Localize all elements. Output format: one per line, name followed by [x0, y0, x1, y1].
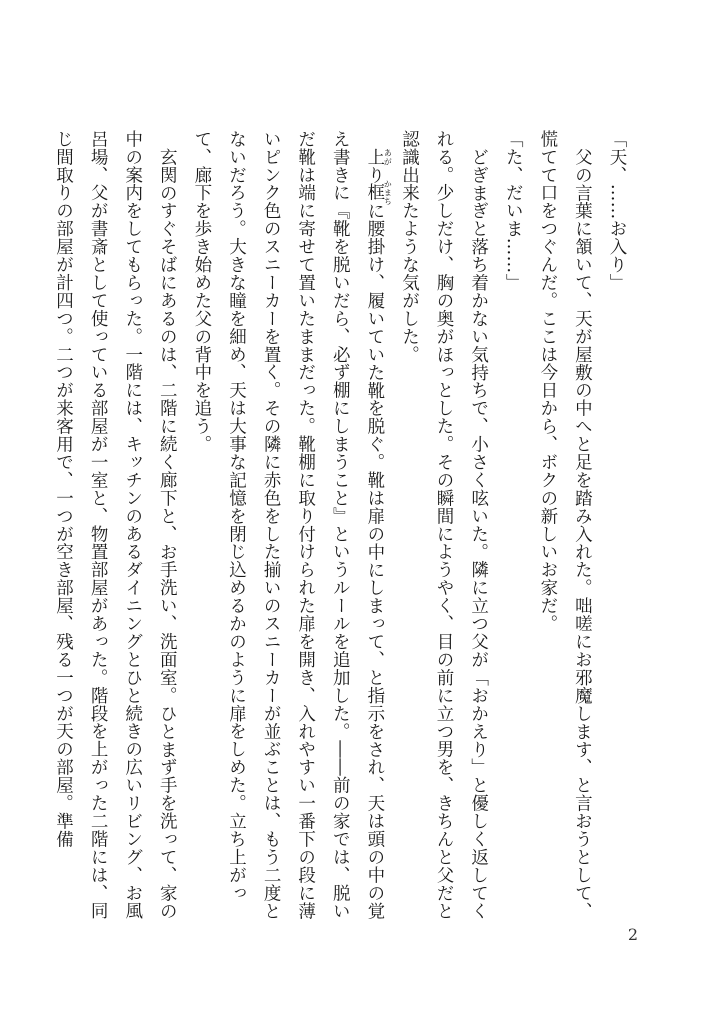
paragraph-1: 「天、……お入り」: [607, 130, 627, 292]
paragraph-5: [184, 130, 392, 930]
ruby-agari: [364, 147, 393, 166]
ruby-kamachi: [364, 179, 393, 206]
paragraph-4: どぎまぎと落ち着かない気持ちで、小さく呟いた。隣に立つ父が「おかえり」と優しく返してくれる。少しだけ、胸の奥がほっとした。その瞬間にようやく、目の前に立つ男を、きちんと父だと認識出来たような気がした。: [399, 130, 489, 920]
paragraph-5-rest: に腰掛け、履いていた靴を脱ぐ。靴は扉の中にしまって、と指示をされ、天は頭の中の覚え書きに『靴を脱いだら、必ず棚にしまうこと』というルールを追加した。――前の家では、脱いだ靴は端に寄せて置いたままだった。靴棚に取り付けられた扉を開き、入れやすい一番下の段に薄いピンク色のスニーカーを置く。その隣に赤色をした揃いのスニーカーが並ぶことは、もう二度とないだろう。大きな瞳を細め、天は大事な記憶を閉じ込めるかのように扉をしめた。立ち上がって、廊下を歩き始めた父の背中を追う。: [191, 130, 385, 920]
page-number: 2: [627, 925, 638, 944]
paragraph-6: 玄関のすぐそばにあるのは、二階に続く廊下と、お手洗い、洗面室。ひとまず手を洗って、家の中の案内をしてもらった。一階には、キッチンのあるダイニングとひと続きの広いリビング、お風呂場、父が書斎として使っている部屋が一室と、物置部屋があった。階段を上がった二階には、同じ間取りの部屋が計四つ。二つが来客用で、一つが空き部屋、残る一つが天の部屋。準備: [53, 130, 178, 920]
vertical-text-body: [46, 130, 634, 930]
ruby-mid: り: [364, 165, 385, 184]
ruby-text-kamachi: かまち: [383, 179, 393, 206]
paragraph-2: 父の言葉に頷いて、天が屋敷の中へと足を踏み入れた。咄嗟にお邪魔します、と言おうとして、慌てて口をつぐんだ。ここは今日から、ボクの新しいお家だ。: [537, 130, 593, 920]
paragraph-3: 「た、だいま……」: [503, 130, 524, 292]
ruby-base-kamachi: 框: [364, 179, 385, 206]
ruby-base-agari: 上: [364, 147, 385, 166]
ruby-text-agari: あが: [383, 147, 393, 166]
